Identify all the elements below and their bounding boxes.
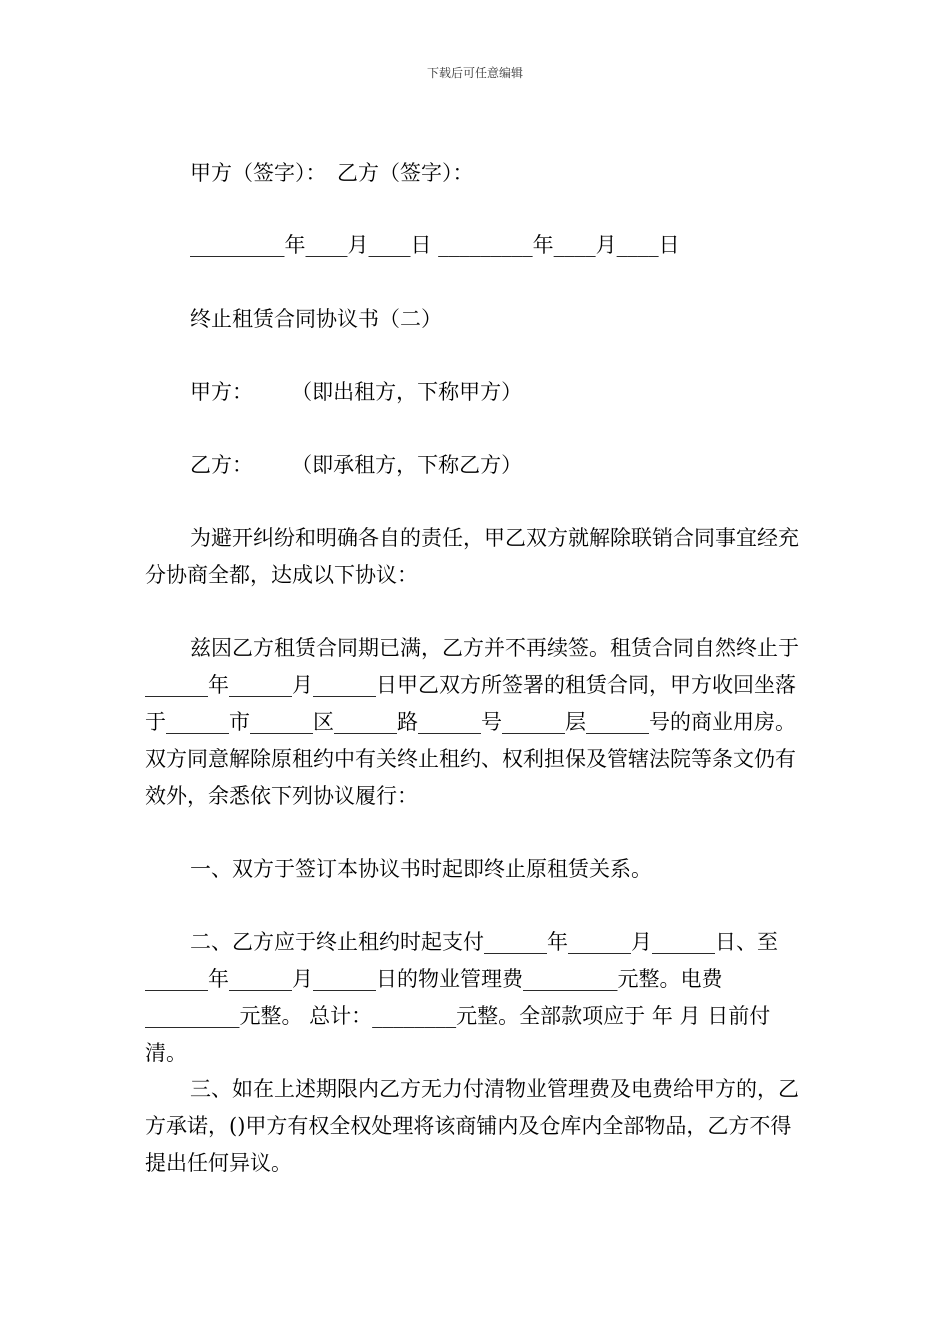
page-header-note: 下载后可任意编辑 [426,66,523,80]
date-line: _________年____月____日 _________年____月____日 [190,233,680,257]
termination-paragraph: 兹因乙方租赁合同期已满，乙方并不再续签。租赁合同自然终止于______年______月______日甲乙双方所签署的租赁合同，甲方收回坐落于______市______区______路______号______层______号的商业用房。双方同意解除原租约中有关终止租约、权利担保及管辖法院等条文仍有效外，余悉依下列协议履行： [145,636,799,808]
clause-three: 三、如在上述期限内乙方无力付清物业管理费及电费给甲方的，乙方承诺，()甲方有权全权处理将该商铺内及仓库内全部物品，乙方不得提出任何异议。 [145,1077,799,1175]
clause-one: 一、双方于签订本协议书时起即终止原租赁关系。 [190,857,652,881]
clause-two: 二、乙方应于终止租约时起支付______年______月______日、至______年______月______日的物业管理费_________元整。电费_________元整。 总计：________元整。全部款项应于 年 月 日前付清。 [145,930,778,1065]
party-b-line: 乙方： （即承租方，下称乙方） [190,453,523,477]
preamble-paragraph: 为避开纠纷和明确各自的责任，甲乙双方就解除联销合同事宜经充分协商全都，达成以下协议： [145,526,799,587]
document-title: 终止租赁合同协议书（二） [190,307,442,331]
party-a-line: 甲方： （即出租方，下称甲方） [190,380,523,404]
signature-line: 甲方（签字）： 乙方（签字）： [190,161,474,185]
